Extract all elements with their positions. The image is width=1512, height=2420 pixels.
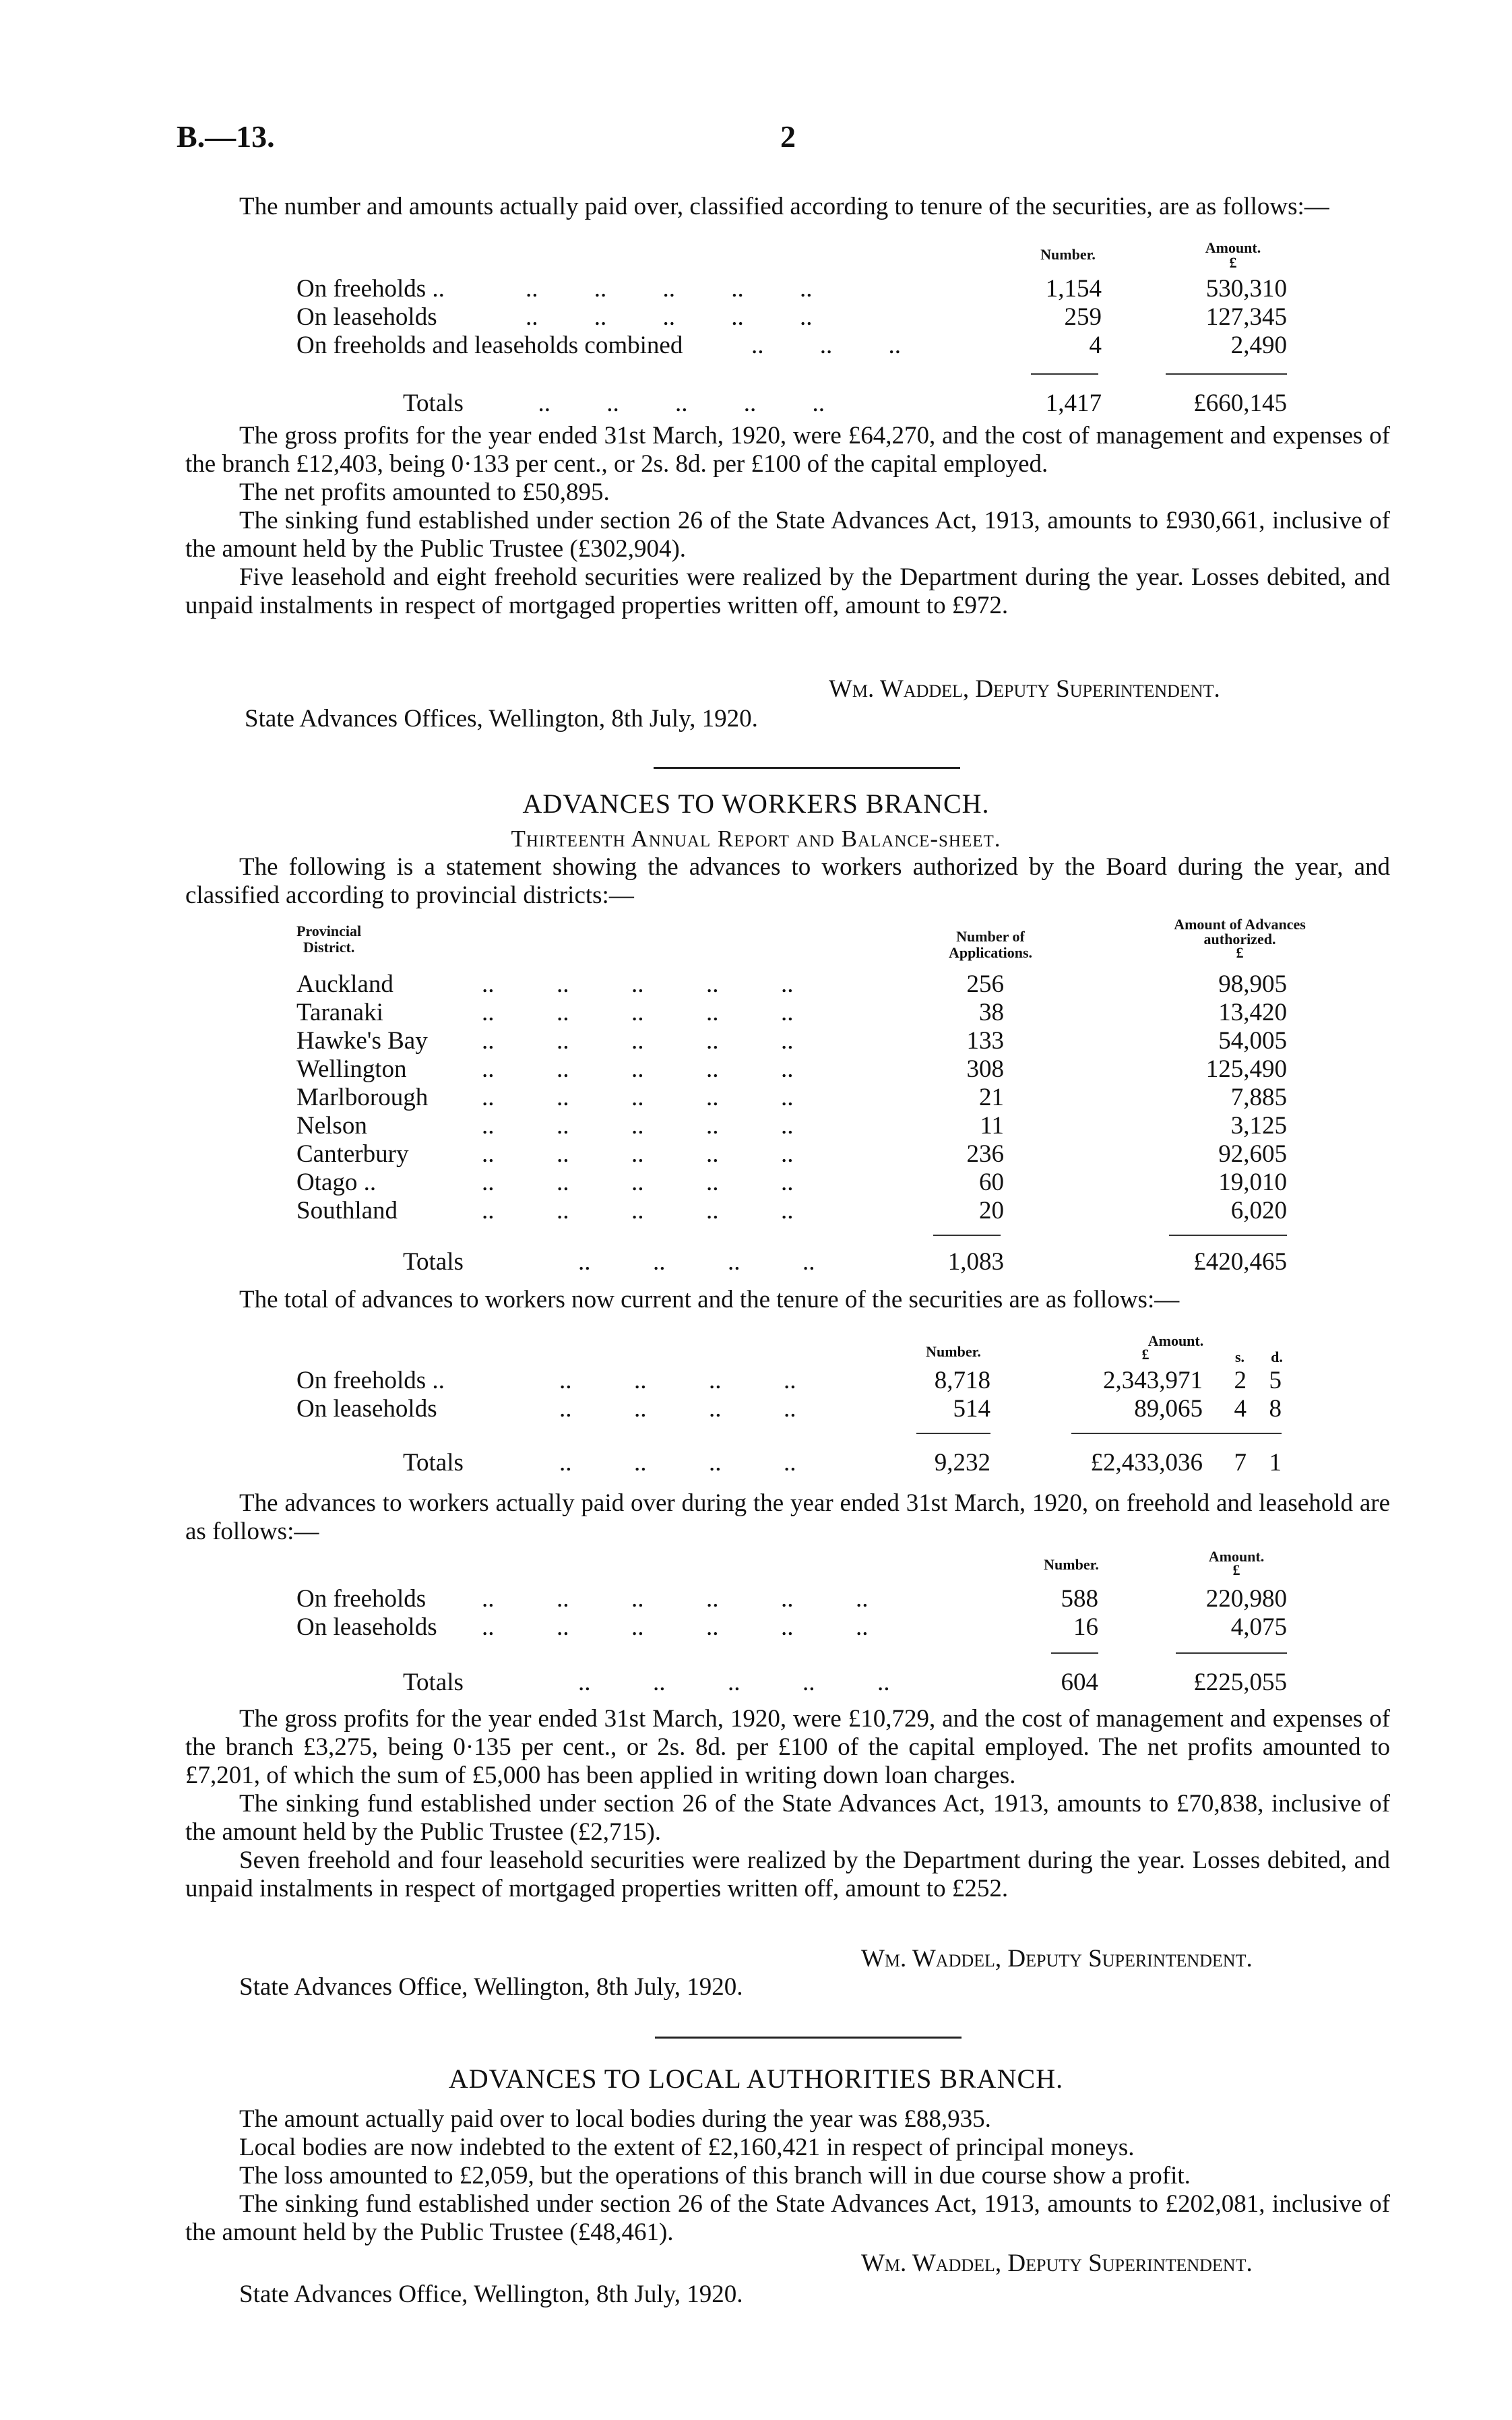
page-number: 2 bbox=[780, 119, 796, 154]
table-row: Hawke's Bay .. .. .. .. .. 133 54,005 bbox=[296, 1027, 1287, 1055]
document-code: B.—13. bbox=[177, 119, 275, 154]
table-row: On leaseholds .. .. .. .. .. .. 16 4,075 bbox=[296, 1613, 1287, 1641]
section3-body: The amount actually paid over to local bodies during the year was £88,935. Local bodies are now indebted to the extent of £2,160,421 in respect of principal moneys. The loss amounted to £2,059, but the operations of this branch will in due course show a profit. The sinking fund established under section 26 of the State Advances Act, 1913, amounts to £202,081, inclusive of the amount held by the Public Trustee (£48,461). bbox=[185, 2105, 1390, 2246]
table-row: On freeholds and leaseholds combined .. .. .. 4 2,490 bbox=[296, 332, 1287, 359]
table-row: Marlborough .. .. .. .. .. 21 7,885 bbox=[296, 1084, 1287, 1111]
subtotal-rule bbox=[1071, 1433, 1282, 1434]
section-title: ADVANCES TO WORKERS BRANCH. bbox=[522, 788, 990, 819]
table-row: Wellington .. .. .. .. .. 308 125,490 bbox=[296, 1055, 1287, 1083]
subtotal-rule bbox=[1031, 373, 1098, 375]
col-header-amount: Amount. bbox=[1205, 239, 1261, 256]
section-title: ADVANCES TO LOCAL AUTHORITIES BRANCH. bbox=[448, 2064, 1064, 2094]
totals-row: Totals .. .. .. .. 9,232 £2,433,036 7 1 bbox=[403, 1449, 1282, 1477]
table-row: On leaseholds .. .. .. .. 514 89,065 4 8 bbox=[296, 1395, 1282, 1423]
table-row: Canterbury .. .. .. .. .. 236 92,605 bbox=[296, 1140, 1287, 1168]
totals-row: Totals .. .. .. .. .. 604 £225,055 bbox=[403, 1669, 1287, 1696]
table-row: Southland .. .. .. .. .. 20 6,020 bbox=[296, 1197, 1287, 1224]
paid-intro: The advances to workers actually paid over during the year ended 31st March, 1920, on freehold and leasehold are as follows:— bbox=[185, 1489, 1390, 1545]
table-row: Otago .. .. .. .. .. .. 60 19,010 bbox=[296, 1169, 1287, 1196]
section1-body: The gross profits for the year ended 31st March, 1920, were £64,270, and the cost of management and expenses of the branch £12,403, being 0·133 per cent., or 2s. 8d. per £100 of the capital employed. The net profits amounted to £50,895. The sinking fund established under section 26 of the State Advances Act, 1913, amounts to £930,661, inclusive of the amount held by the Public Trustee (£302,904). Five leasehold and eight freehold securities were realized by the Department during the year. Losses debited, and unpaid instalments in respect of mortgaged properties written off, amount to £972. bbox=[185, 422, 1390, 619]
subtotal-rule bbox=[1176, 1652, 1287, 1654]
table-row: Nelson .. .. .. .. .. 11 3,125 bbox=[296, 1112, 1287, 1140]
table-row: On freeholds .. .. .. .. .. .. 588 220,980 bbox=[296, 1585, 1287, 1613]
section2-intro: The following is a statement showing the advances to workers authorized by the Board during the year, and classified according to provincial districts:— bbox=[185, 853, 1390, 909]
section-subtitle: Thirteenth Annual Report and Balance-sheet. bbox=[511, 826, 1001, 852]
table-row: On freeholds .. .. .. .. .. .. 1,154 530,310 bbox=[296, 275, 1287, 303]
section-separator bbox=[655, 2037, 962, 2039]
table-row: Taranaki .. .. .. .. .. 38 13,420 bbox=[296, 999, 1287, 1026]
signature: Wm. Waddel, Deputy Superintendent. bbox=[861, 2250, 1253, 2277]
section-separator bbox=[654, 767, 960, 769]
office-date: State Advances Office, Wellington, 8th July, 1920. bbox=[239, 2281, 743, 2308]
table-row: Auckland .. .. .. .. .. 256 98,905 bbox=[296, 970, 1287, 998]
current-intro: The total of advances to workers now current and the tenure of the securities are as follows:— bbox=[239, 1286, 1180, 1313]
section2-body: The gross profits for the year ended 31st March, 1920, were £10,729, and the cost of management and expenses of the branch £3,275, being 0·135 per cent., or 2s. 8d. per £100 of the capital employed. The net profits amounted to £7,201, of which the sum of £5,000 has been applied in writing down loan charges. The sinking fund established under section 26 of the State Advances Act, 1913, amounts to £70,838, inclusive of the amount held by the Public Trustee (£2,715). Seven freehold and four leasehold securities were realized by the Department during the year. Losses debited, and unpaid instalments in respect of mortgaged properties written off, amount to £252. bbox=[185, 1705, 1390, 1902]
signature: Wm. Waddel, Deputy Superintendent. bbox=[829, 675, 1220, 703]
subtotal-rule bbox=[1166, 373, 1287, 375]
signature: Wm. Waddel, Deputy Superintendent. bbox=[861, 1945, 1253, 1973]
subtotal-rule bbox=[1169, 1235, 1287, 1236]
subtotal-rule bbox=[916, 1433, 990, 1434]
table-row: On leaseholds .. .. .. .. .. 259 127,345 bbox=[296, 303, 1287, 331]
office-date: State Advances Office, Wellington, 8th July, 1920. bbox=[239, 1973, 743, 2001]
table-row: On freeholds .. .. .. .. .. 8,718 2,343,971 2 5 bbox=[296, 1367, 1282, 1394]
col-header-amount-unit: £ bbox=[1229, 254, 1237, 271]
subtotal-rule bbox=[933, 1235, 1001, 1236]
totals-row: Totals .. .. .. .. 1,083 £420,465 bbox=[403, 1248, 1287, 1276]
totals-row: Totals .. .. .. .. .. 1,417 £660,145 bbox=[403, 390, 1287, 417]
office-date: State Advances Offices, Wellington, 8th July, 1920. bbox=[245, 705, 758, 733]
col-header-number: Number. bbox=[1040, 246, 1096, 263]
section1-intro: The number and amounts actually paid over, classified according to tenure of the securities, are as follows:— bbox=[239, 193, 1329, 220]
subtotal-rule bbox=[1051, 1652, 1098, 1654]
